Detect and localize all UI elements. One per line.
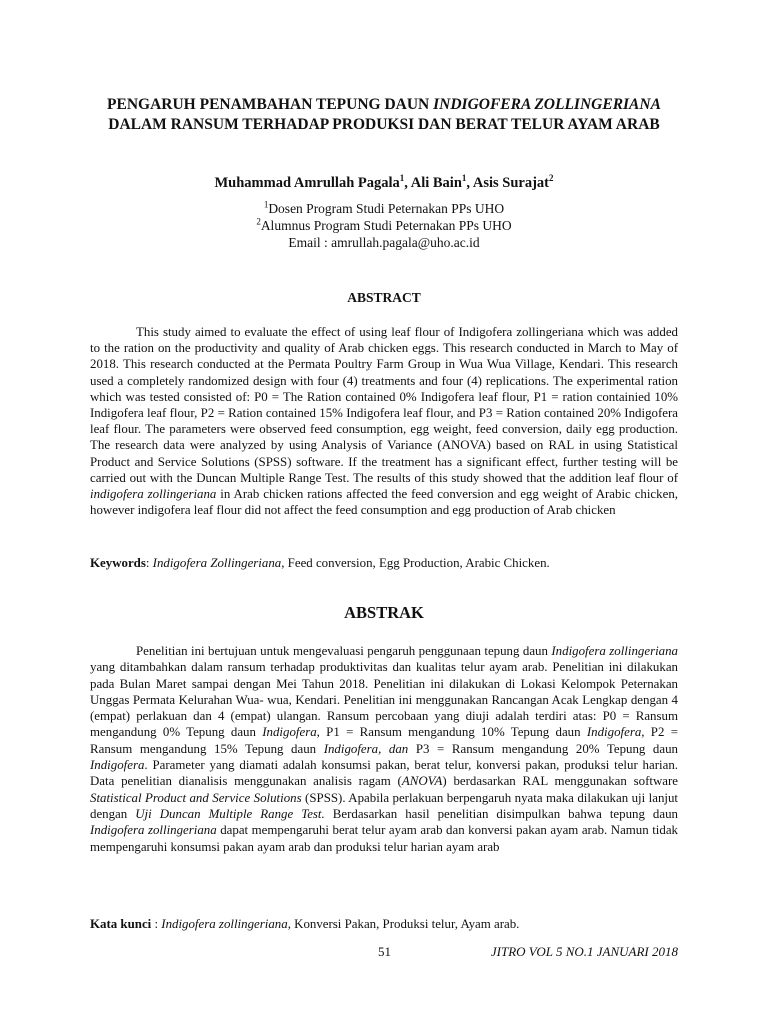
page-number: 51 [378,944,391,959]
author-affiliation-mark: 1 [399,173,405,184]
keywords-line: Keywords: Indigofera Zollingeriana, Feed conversion, Egg Production, Arabic Chicken. [90,556,550,570]
affiliation-line: $^2$Alumnus Program Studi Peternakan PPs UHO [256,216,512,233]
title-species-italic: INDIGOFERA ZOLLINGERIANA [433,96,661,113]
abstrak-heading: ABSTRAK [344,603,424,622]
paper-page [90,0,678,1024]
keywords-label: Keywords [90,556,146,570]
contact-email: Email : amrullah.pagala@uho.ac.id [288,235,480,250]
author-name: Asis Surajat [472,175,549,191]
abstract-paragraph: This study aimed to evaluate the effect of using leaf flour of Indigofera zollingeriana which was added to the ration on the productivity and quality of Arab chicken eggs. This research conducted in March to May of 2018. This research conducted at the Permata Poultry Farm Group in Wua Wua Village, Kendari. This research used a completely randomized design with four (4) treatments and four (4) replications. The experimental ration which was tested consisted of: P0 = The Ration contained 0% Indigofera leaf flour, P1 = ration containied 10% Indigofera leaf flour, P2 = Ration contained 15% Indigofera leaf flour, and P3 = Ration contained 20% Indigofera leaf flour. The parameters were observed feed consumption, egg weight, feed conversion, daily egg production. The research data were analyzed by using Analysis of Variance (ANOVA) based on RAL in using Statistical Product and Service Solutions (SPSS) software. If the treatment has a significant effect, further testing will be carried out with the Duncan Multiple Range Test. The results of this study showed that the addition leaf flour of indigofera zollingeriana in Arab chicken rations affected the feed conversion and egg weight of Arabic chicken, however indigofera leaf flour did not affect the feed consumption and egg production of Arab chicken [90,325,678,518]
author-name: Muhammad Amrullah Pagala [214,175,400,191]
author-affiliation-mark: 1 [461,173,467,184]
title-part-1: PENGARUH PENAMBAHAN TEPUNG DAUN [107,96,434,113]
kata-kunci-label: Kata kunci [90,917,152,931]
journal-footer: JITRO VOL 5 NO.1 JANUARI 2018 [490,944,678,959]
author-affiliation-mark: 2 [549,173,554,184]
author-name: Ali Bain [410,175,462,191]
title-part-3: DALAM RANSUM TERHADAP PRODUKSI DAN BERAT TELUR AYAM ARAB [108,116,660,133]
affiliation-line: $^1$Dosen Program Studi Peternakan PPs UHO [263,199,505,216]
kata-kunci-line: Kata kunci : Indigofera zollingeriana, Konversi Pakan, Produksi telur, Ayam arab. [90,917,520,931]
paper-title [90,95,678,135]
author-list: Muhammad Amrullah Pagala$^1$, Ali Bain$^1$, Asis Surajat$^2$ [214,173,554,191]
affiliations [90,200,678,251]
abstrak-paragraph: Penelitian ini bertujuan untuk mengevaluasi pengaruh penggunaan tepung daun Indigofera zollingeriana yang ditambahkan dalam ransum terhadap produktivitas dan kualitas telur ayam arab. Penelitian ini dilakukan pada Bulan Maret sampai dengan Mei Tahun 2018. Penelitian ini dilakukan di Lokasi Kelompok Peternakan Unggas Permata Kelurahan Wua- wua, Kendari. Penelitian ini menggunakan Rancangan Acak Lengkap dengan 4 (empat) perlakuan dan 4 (empat) ulangan. Ransum percobaan yang diuji adalah terdiri atas: P0 = Ransum mengandung 0% Tepung daun Indigofera, P1 = Ransum mengandung 10% Tepung daun Indigofera, P2 = Ransum mengandung 15% Tepung daun Indigofera, dan P3 = Ransum mengandung 20% Tepung daun Indigofera. Parameter yang diamati adalah konsumsi pakan, berat telur, konversi pakan, produksi telur harian. Data penelitian dianalisis menggunakan analisis ragam (ANOVA) berdasarkan RAL menggunakan software Statistical Product and Service Solutions (SPSS). Apabila perlakuan berpengaruh nyata maka dilakukan uji lanjut dengan Uji Duncan Multiple Range Test. Berdasarkan hasil penelitian disimpulkan bahwa tepung daun Indigofera zollingeriana dapat mempengaruhi berat telur ayam arab dan konversi pakan ayam arab. Namun tidak mempengaruhi konsumsi pakan ayam arab dan produksi telur harian ayam arab [90,644,679,854]
abstract-heading: ABSTRACT [347,290,421,305]
